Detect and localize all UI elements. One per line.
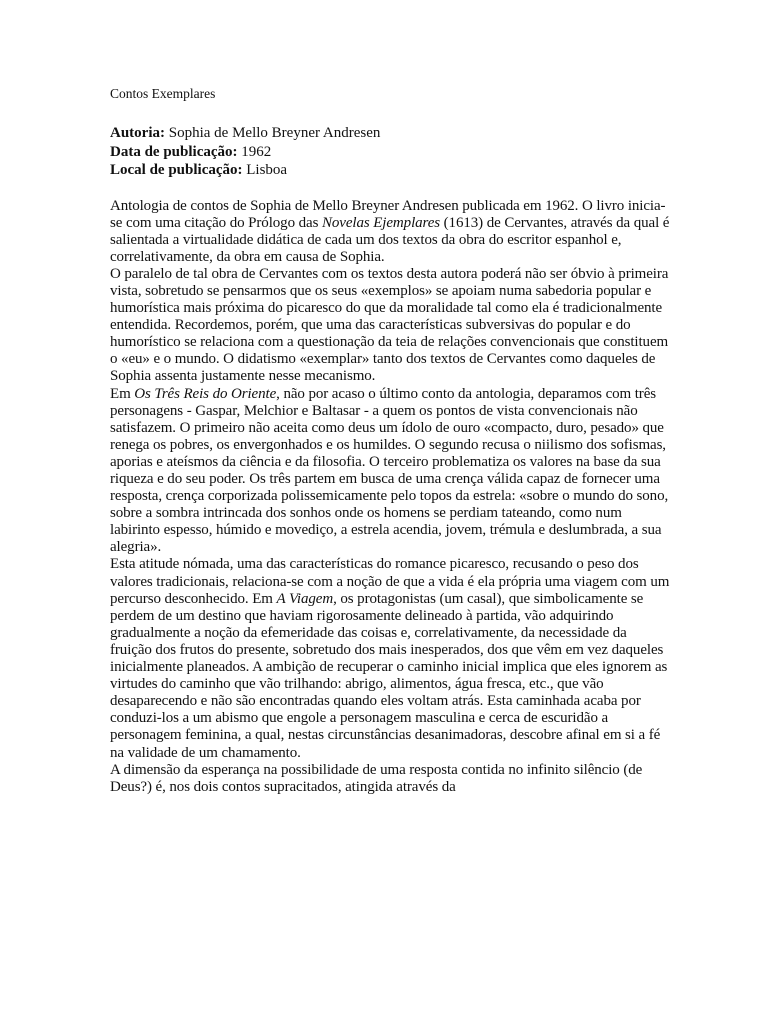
paragraph-text: Em [110,385,135,402]
paragraph-text: (1613) de Cervantes, através da qual é salientada a virtualidade didática de cada um dos textos da obra do escritor espanhol e, correlativamente, da obra em causa de Sophia. [110,214,670,265]
body-paragraph [110,198,670,266]
paragraph-text: Esta atitude nómada, uma das características do romance picaresco, recusando o peso dos valores tradicionais, relaciona-se com a noção de que a vida é ela própria uma viagem com um percurso desconhecido. Em [110,556,670,607]
body-paragraph [110,556,670,761]
metadata-author-label: Autoria: [110,125,165,141]
document-title: Contos Exemplares [110,86,216,101]
document-page [110,84,670,796]
metadata-author [110,124,670,143]
paragraph-text: Antologia de contos de Sophia de Mello Breyner Andresen publicada em 1962. O livro inicia-se com uma citação do Prólogo das [110,197,666,231]
body-paragraph [110,386,670,557]
article-body [110,198,670,796]
metadata-date-label: Data de publicação: [110,143,238,160]
metadata-place-value: Lisboa [246,162,288,178]
body-paragraph [110,266,670,386]
body-paragraph [110,762,670,796]
metadata-place [110,161,670,180]
metadata-author-value: Sophia de Mello Breyner Andresen [168,125,381,141]
metadata-date-value: 1962 [241,143,272,160]
metadata-block [110,124,670,180]
metadata-date [110,143,670,162]
metadata-place-label: Local de publicação: [110,162,243,178]
paragraph-text: , os protagonistas (um casal), que simbolicamente se perdem de um destino que haviam rigorosamente delineado à partida, vão adquirindo gradualmente a noção da efemeridade das coisas e, correlativamente, da necessidade da fruição dos frutos do presente, sobretudo dos mais inesperados, dos que vêm em vez daqueles inicialmente planeados. A ambição de recuperar o caminho inicial implica que eles ignorem as virtudes do caminho que vão trilhando: abrigo, alimentos, água fresca, etc., que vão desaparecendo e não são encontradas quando eles voltam atrás. Esta caminhada acaba por conduzi-los a um abismo que engole a personagem masculina e cerca de escuridão a personagem feminina, a qual, nestas circunstâncias desanimadoras, descobre afinal em si a fé na validade de um chamamento. [110,590,668,761]
paragraph-text: A dimensão da esperança na possibilidade de uma resposta contida no infinito silêncio (de Deus?) é, nos dois contos supracitados, atingida através da [110,761,643,795]
paragraph-text: , não por acaso o último conto da antologia, deparamos com três personagens - Gaspar, Melchior e Baltasar - a quem os pontos de vista convencionais não satisfazem. O primeiro não aceita como deus um ídolo de ouro «compacto, duro, pesado» que renega os pobres, os envergonhados e os humildes. O segundo recusa o niilismo dos sofismas, aporias e ateísmos da ciência e da filosofia. O terceiro problematiza os valores na base da sua riqueza e do seu poder. Os três partem em busca de uma crença válida capaz de fornecer uma resposta, crença corporizada polissemicamente pelo topos da estrela: «sobre o mundo do sono, sobre a sombra intrincada dos sonhos onde os homens se perdiam tateando, como num labirinto espesso, húmido e movediço, a estrela acendia, jovem, trémula e deslumbrada, a sua alegria». [110,385,669,556]
italic-title-text: Os Três Reis do Oriente [134,385,277,402]
italic-title-text: Novelas Ejemplares [321,214,441,231]
paragraph-text: O paralelo de tal obra de Cervantes com os textos desta autora poderá não ser óbvio à primeira vista, sobretudo se pensarmos que os seus «exemplos» se apoiam numa sabedoria popular e humorística mais próxima do picaresco do que da moralidade tal como ela é tradicionalmente entendida. Recordemos, porém, que uma das características subversivas do popular e do humorístico se relaciona com a questionação da teia de relações convencionais que constituem o «eu» e o mundo. O didatismo «exemplar» tanto dos textos de Cervantes como daqueles de Sophia assenta justamente nesse mecanismo. [110,265,669,385]
italic-title-text: A Viagem [276,590,334,607]
